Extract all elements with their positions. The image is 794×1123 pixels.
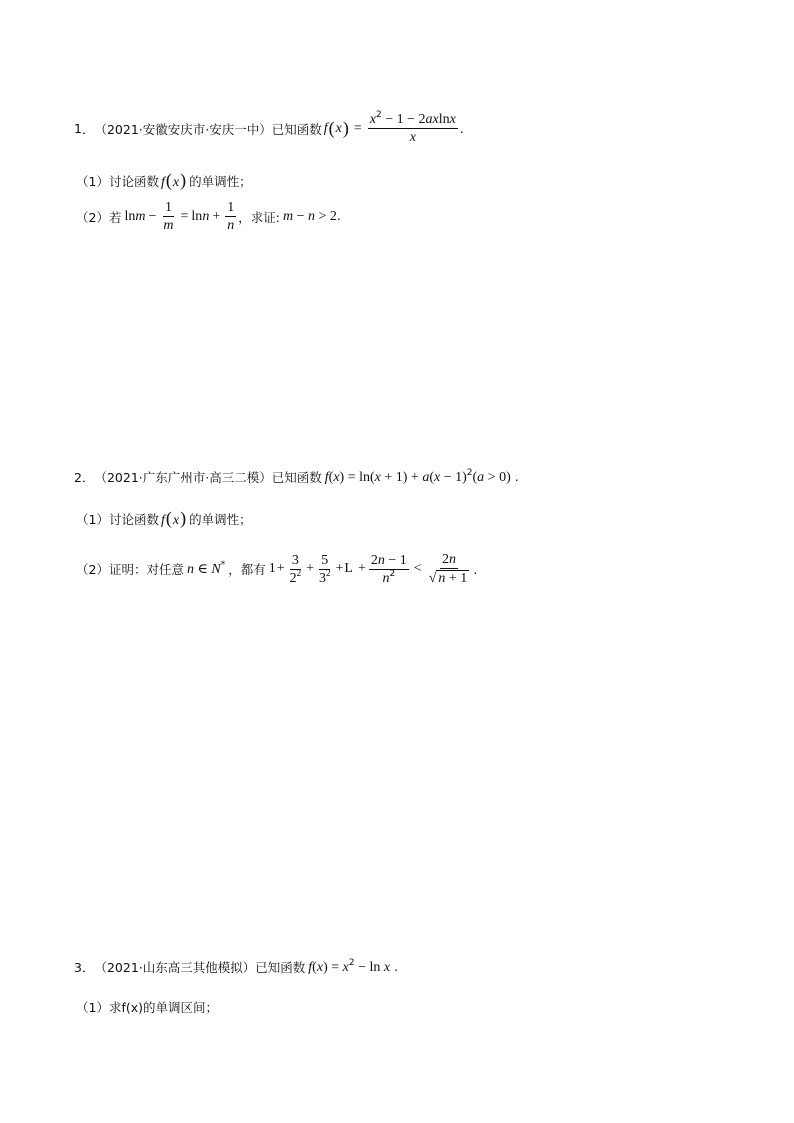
problem-2-part1-fx: f(x): [160, 508, 187, 528]
problem-1-part2-formula: ln m − $\frac{1}{m}$ = ln n + $\frac{1}{n}$: [124, 200, 235, 234]
problem-1-part1-label: （1）: [76, 173, 109, 189]
problem-3-part1-label: （1）: [76, 1000, 109, 1015]
problem-1-number: 1: [74, 121, 82, 137]
problem-2-part1: [76, 508, 252, 529]
problem-2-part2-lead: 证明：对任意: [108, 562, 184, 578]
problem-1-source: （2021·安徽安庆市·安庆一中）: [94, 121, 272, 137]
problem-1-part1-text: 讨论函数: [108, 173, 159, 189]
problem-2-set: n ∈ N*: [186, 559, 226, 577]
problem-2-source: （2021·广东广州市·高三二模）: [94, 470, 272, 485]
problem-1-goal: m − n > 2.: [282, 208, 341, 225]
problem-1-stem: 1 ． （2021·安徽安庆市·安庆一中） 已知函数 f ( x ) = $\frac{x^2 - 1 - 2axlnx}{x}$ .: [74, 110, 464, 146]
problem-2-inequality: 1 + $\frac{3}{2^2}$ + $\frac{5}{3^2}$ + L + $\frac{2n - 1}{n^2}$ < 2n √ n + 1 .: [268, 552, 478, 587]
problem-3-stem: 3 ． （2021·山东高三其他模拟） 已知函数 $f(x) = x^2 - \ln x$ .: [74, 957, 399, 975]
problem-1-part1-fx: f(x): [160, 170, 187, 190]
problem-1-part1-tail: 的单调性；: [189, 173, 252, 189]
problem-2-number: 2: [74, 469, 82, 485]
problem-2-stem: 2 ． （2021·广东广州市·高三二模） 已知函数 $f(x) = \ln(x + 1) + a(x - 1)^2(a > 0)$ .: [74, 467, 519, 485]
problem-1-part2-label: （2）: [76, 209, 109, 225]
problem-1-part2-mid: ，求证:: [238, 209, 280, 225]
problem-2-lead: 已知函数: [271, 470, 322, 485]
problem-1-part2-lead: 若: [108, 209, 122, 225]
problem-2-part2: [76, 552, 477, 587]
problem-2-formula: $f(x) = \ln(x + 1) + a(x - 1)^2(a > 0)$ .: [324, 467, 519, 485]
problem-3-part1: [76, 998, 218, 1016]
problem-1-lead: 已知函数: [271, 121, 322, 137]
problem-2-part1-tail: 的单调性；: [189, 511, 252, 527]
problem-3-formula: $f(x) = x^2 - \ln x$ .: [308, 957, 399, 975]
problem-3-source: （2021·山东高三其他模拟）: [94, 960, 256, 975]
problem-1-formula: f ( x ) = $\frac{x^2 - 1 - 2axlnx}{x}$ .: [323, 110, 464, 146]
problem-2-part1-text: 讨论函数: [108, 511, 159, 527]
problem-3-lead: 已知函数: [255, 960, 306, 975]
problem-2-part2-label: （2）: [76, 562, 109, 578]
problem-2-part2-mid: ，都有: [228, 562, 266, 578]
problem-1-part2: [76, 200, 341, 234]
problem-1-part1: [76, 170, 252, 191]
problem-3-number: 3: [74, 959, 82, 975]
problem-3-part1-text: 求f(x)的单调区间；: [108, 1000, 219, 1015]
problem-2-part1-label: （1）: [76, 511, 109, 527]
